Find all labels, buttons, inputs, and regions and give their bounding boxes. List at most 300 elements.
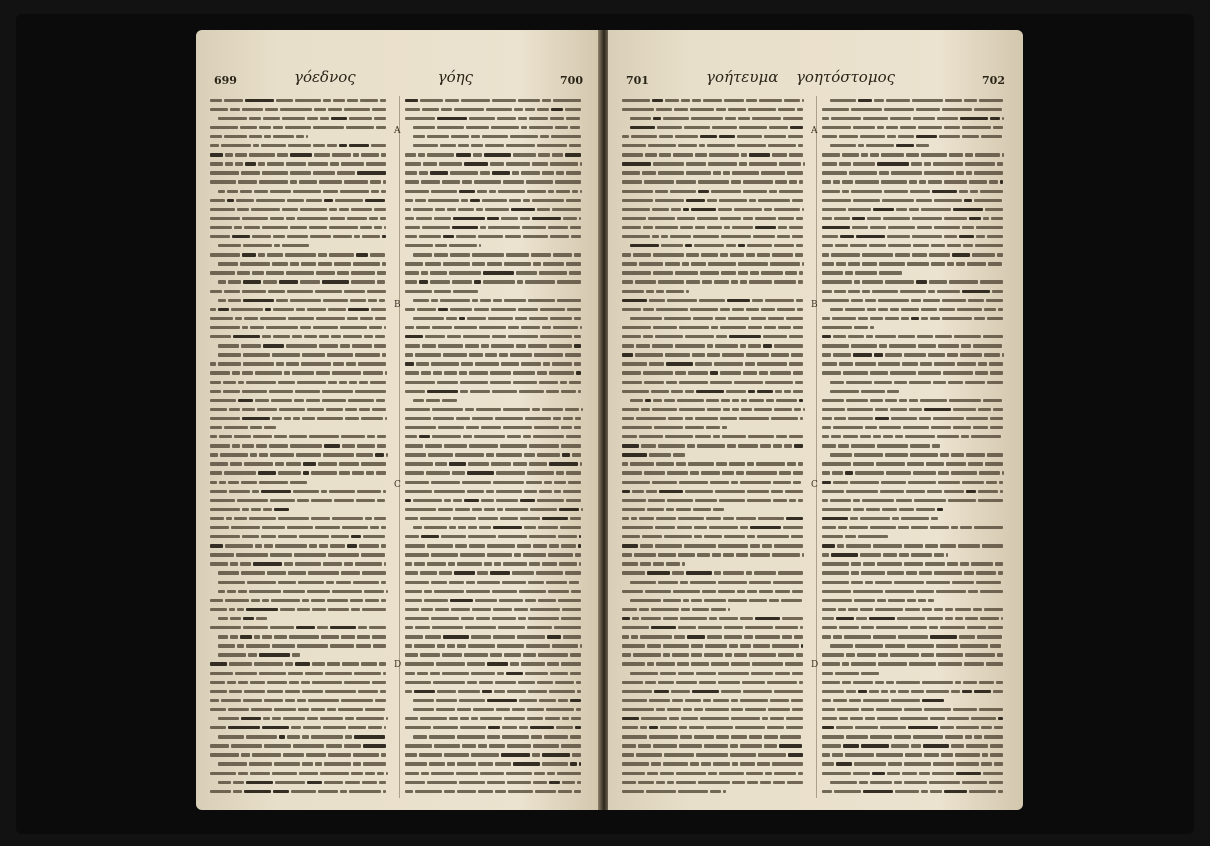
text-word <box>630 581 656 584</box>
text-word <box>899 508 914 511</box>
text-word <box>833 353 851 356</box>
text-word <box>263 117 279 120</box>
text-word <box>683 599 689 602</box>
text-word <box>366 471 374 474</box>
text-column <box>210 96 392 798</box>
text-word <box>292 335 302 338</box>
text-word <box>461 617 474 620</box>
text-word <box>538 526 559 529</box>
text-word <box>382 353 387 356</box>
text-word <box>323 190 338 193</box>
text-word <box>255 371 282 374</box>
text-word <box>911 162 922 165</box>
text-word <box>323 99 331 102</box>
text-word <box>695 435 711 438</box>
text-word <box>267 571 286 574</box>
text-line <box>405 151 587 160</box>
text-word <box>532 162 548 165</box>
text-line <box>405 387 587 396</box>
text-word <box>720 308 730 311</box>
text-word <box>538 653 568 656</box>
text-line <box>405 469 587 478</box>
text-word <box>922 681 953 684</box>
text-line <box>822 387 1009 396</box>
text-word <box>259 126 271 129</box>
text-word <box>906 571 917 574</box>
text-word <box>974 171 1003 174</box>
text-word <box>429 735 456 738</box>
text-word <box>874 353 883 356</box>
text-word <box>457 644 466 647</box>
text-word <box>356 453 373 456</box>
text-word <box>921 790 928 793</box>
text-word <box>285 126 311 129</box>
text-word <box>855 271 877 274</box>
text-line <box>622 141 809 150</box>
text-word <box>755 217 776 220</box>
text-word <box>796 653 803 656</box>
text-word <box>936 644 958 647</box>
text-word <box>492 617 516 620</box>
text-word <box>720 217 741 220</box>
text-word <box>822 344 849 347</box>
text-word <box>576 371 581 374</box>
text-line <box>210 96 392 105</box>
text-word <box>546 708 573 711</box>
text-word <box>655 199 684 202</box>
text-word <box>653 562 664 565</box>
text-line <box>405 596 587 605</box>
text-word <box>288 317 314 320</box>
text-word <box>538 599 556 602</box>
text-word <box>228 708 250 711</box>
text-word <box>962 126 991 129</box>
text-word <box>622 553 632 556</box>
text-word <box>513 153 536 156</box>
text-line <box>210 651 392 660</box>
text-word <box>242 371 252 374</box>
text-word <box>294 553 326 556</box>
text-word <box>747 590 757 593</box>
text-word <box>904 708 922 711</box>
text-word <box>246 381 277 384</box>
text-word <box>268 290 285 293</box>
text-word <box>379 662 386 665</box>
text-word <box>210 362 216 365</box>
text-word <box>427 544 453 547</box>
text-word <box>318 262 333 265</box>
text-word <box>870 735 892 738</box>
text-line <box>822 342 1009 351</box>
text-word <box>415 199 426 202</box>
text-word <box>296 308 305 311</box>
text-word <box>757 253 770 256</box>
text-line <box>822 578 1009 587</box>
text-word <box>634 553 656 556</box>
text-word <box>492 390 517 393</box>
text-word <box>734 653 747 656</box>
text-word <box>691 644 702 647</box>
text-word <box>326 408 343 411</box>
text-word <box>822 471 830 474</box>
text-word <box>881 180 907 183</box>
text-word <box>438 508 453 511</box>
text-word <box>289 635 319 638</box>
text-word <box>427 390 457 393</box>
text-word <box>447 762 455 765</box>
text-word <box>802 208 804 211</box>
text-word <box>301 262 316 265</box>
text-word <box>708 772 717 775</box>
text-line <box>822 478 1009 487</box>
text-word <box>244 317 258 320</box>
text-word <box>521 171 540 174</box>
text-line <box>622 714 809 723</box>
text-line <box>210 633 392 642</box>
text-line <box>822 269 1009 278</box>
text-word <box>722 435 746 438</box>
text-word <box>439 571 452 574</box>
text-word <box>845 308 865 311</box>
text-word <box>876 626 908 629</box>
text-word <box>327 353 353 356</box>
text-word <box>767 726 784 729</box>
text-word <box>289 435 307 438</box>
text-word <box>523 199 530 202</box>
text-word <box>272 353 301 356</box>
text-word <box>902 362 917 365</box>
text-word <box>785 271 797 274</box>
text-word <box>912 253 927 256</box>
text-word <box>347 99 357 102</box>
text-word <box>562 608 581 611</box>
text-word <box>622 526 653 529</box>
text-word <box>921 317 928 320</box>
text-word <box>276 362 284 365</box>
text-line <box>210 242 392 251</box>
text-word <box>630 317 662 320</box>
text-word <box>760 444 772 447</box>
text-word <box>759 590 773 593</box>
text-line <box>210 178 392 187</box>
text-word <box>749 280 772 283</box>
text-word <box>563 490 581 493</box>
text-word <box>459 190 475 193</box>
text-word <box>886 681 894 684</box>
text-word <box>630 117 651 120</box>
text-word <box>822 581 850 584</box>
text-word <box>341 435 365 438</box>
text-word <box>786 517 803 520</box>
text-word <box>875 408 888 411</box>
text-word <box>270 626 294 629</box>
text-word <box>964 662 984 665</box>
text-word <box>330 217 345 220</box>
text-word <box>697 444 725 447</box>
text-word <box>676 508 691 511</box>
text-word <box>552 153 564 156</box>
text-word <box>677 662 690 665</box>
text-word <box>622 444 639 447</box>
text-word <box>496 490 522 493</box>
text-word <box>719 772 744 775</box>
text-word <box>971 562 993 565</box>
text-word <box>438 426 464 429</box>
text-word <box>428 199 459 202</box>
text-word <box>934 199 962 202</box>
text-word <box>965 162 994 165</box>
text-word <box>854 453 883 456</box>
text-word <box>964 199 972 202</box>
text-word <box>833 481 847 484</box>
text-line <box>622 387 809 396</box>
text-word <box>375 453 384 456</box>
text-word <box>346 126 374 129</box>
text-word <box>766 399 774 402</box>
text-word <box>565 353 581 356</box>
text-word <box>431 617 459 620</box>
text-word <box>707 344 713 347</box>
text-line <box>405 396 587 405</box>
text-word <box>579 762 581 765</box>
text-word <box>939 308 956 311</box>
text-word <box>405 362 414 365</box>
text-word <box>210 471 222 474</box>
text-word <box>931 262 945 265</box>
text-word <box>789 362 803 365</box>
section-marker: B <box>811 300 818 310</box>
text-word <box>622 371 641 374</box>
text-word <box>863 562 875 565</box>
text-word <box>556 726 574 729</box>
text-word <box>679 481 708 484</box>
text-word <box>638 781 654 784</box>
text-word <box>858 535 888 538</box>
text-word <box>286 344 317 347</box>
text-word <box>913 471 936 474</box>
text-word <box>779 471 791 474</box>
text-line <box>822 287 1009 296</box>
left-page <box>196 30 601 810</box>
text-word <box>793 326 803 329</box>
text-word <box>728 599 747 602</box>
text-word <box>552 208 581 211</box>
text-word <box>452 471 465 474</box>
text-line <box>405 405 587 414</box>
text-word <box>885 317 899 320</box>
text-column <box>405 96 587 798</box>
text-line <box>210 205 392 214</box>
text-word <box>458 208 473 211</box>
text-word <box>928 180 943 183</box>
text-word <box>762 717 768 720</box>
text-word <box>746 471 777 474</box>
text-word <box>764 208 772 211</box>
text-word <box>894 581 924 584</box>
text-word <box>282 117 305 120</box>
text-word <box>676 772 706 775</box>
text-word <box>771 353 789 356</box>
text-word <box>869 617 895 620</box>
text-word <box>795 381 803 384</box>
text-word <box>976 571 997 574</box>
text-word <box>454 108 484 111</box>
text-word <box>276 299 288 302</box>
text-word <box>673 590 700 593</box>
text-word <box>899 399 907 402</box>
text-word <box>449 244 477 247</box>
text-word <box>727 299 750 302</box>
text-word <box>339 462 360 465</box>
text-word <box>757 535 789 538</box>
text-word <box>927 617 943 620</box>
text-word <box>558 699 568 702</box>
text-line <box>622 414 809 423</box>
text-word <box>370 253 384 256</box>
text-word <box>531 735 543 738</box>
text-word <box>342 444 354 447</box>
text-word <box>622 326 651 329</box>
text-word <box>772 644 798 647</box>
text-word <box>405 762 427 765</box>
text-word <box>667 299 697 302</box>
text-word <box>237 271 250 274</box>
text-word <box>838 526 847 529</box>
text-word <box>750 271 758 274</box>
text-word <box>843 744 859 747</box>
text-word <box>273 235 285 238</box>
text-word <box>736 517 756 520</box>
text-word <box>966 417 988 420</box>
text-line <box>210 723 392 732</box>
text-word <box>353 153 359 156</box>
text-word <box>533 544 547 547</box>
text-word <box>366 162 386 165</box>
text-word <box>686 571 712 574</box>
text-word <box>695 417 718 420</box>
text-word <box>320 117 328 120</box>
text-word <box>635 353 663 356</box>
text-word <box>656 781 665 784</box>
text-word <box>779 190 803 193</box>
text-word <box>966 490 976 493</box>
text-line <box>822 296 1009 305</box>
text-word <box>383 490 386 493</box>
text-word <box>645 399 651 402</box>
text-word <box>680 226 693 229</box>
text-word <box>519 390 544 393</box>
text-word <box>457 708 471 711</box>
text-word <box>442 672 469 675</box>
text-word <box>756 462 785 465</box>
text-word <box>562 717 569 720</box>
text-word <box>302 599 309 602</box>
text-word <box>469 117 495 120</box>
text-word <box>262 171 288 174</box>
text-word <box>911 317 920 320</box>
text-word <box>875 581 892 584</box>
text-word <box>405 490 432 493</box>
text-word <box>243 699 263 702</box>
text-word <box>848 262 860 265</box>
text-word <box>963 244 974 247</box>
text-word <box>237 608 244 611</box>
text-word <box>932 190 956 193</box>
text-line <box>822 305 1009 314</box>
text-word <box>227 199 235 202</box>
text-word <box>326 744 342 747</box>
text-word <box>531 253 551 256</box>
text-word <box>218 717 239 720</box>
text-word <box>471 672 495 675</box>
text-word <box>622 335 641 338</box>
text-word <box>354 672 381 675</box>
text-word <box>724 626 743 629</box>
text-line <box>210 478 392 487</box>
text-word <box>536 571 564 574</box>
text-line <box>405 751 587 760</box>
text-word <box>381 153 387 156</box>
text-word <box>990 426 1003 429</box>
text-line <box>210 260 392 269</box>
text-word <box>540 135 550 138</box>
text-line <box>622 405 809 414</box>
text-word <box>228 481 239 484</box>
text-word <box>296 453 321 456</box>
text-word <box>218 117 247 120</box>
text-word <box>533 435 564 438</box>
text-line <box>822 432 1009 441</box>
text-word <box>622 681 643 684</box>
text-word <box>356 717 384 720</box>
text-word <box>622 299 647 302</box>
text-word <box>929 781 960 784</box>
text-word <box>210 99 222 102</box>
text-word <box>857 653 876 656</box>
text-word <box>539 271 567 274</box>
text-word <box>346 362 355 365</box>
text-word <box>460 390 469 393</box>
text-word <box>413 708 434 711</box>
text-word <box>518 99 540 102</box>
text-word <box>731 180 742 183</box>
text-word <box>308 699 339 702</box>
text-word <box>925 544 939 547</box>
text-word <box>556 190 570 193</box>
text-word <box>900 126 917 129</box>
text-word <box>750 553 770 556</box>
text-word <box>641 444 657 447</box>
text-word <box>313 126 344 129</box>
text-word <box>383 790 387 793</box>
text-word <box>658 444 684 447</box>
text-word <box>951 690 959 693</box>
text-word <box>867 308 876 311</box>
text-word <box>355 390 386 393</box>
text-word <box>259 672 286 675</box>
text-word <box>909 381 932 384</box>
text-word <box>981 726 993 729</box>
text-word <box>731 481 738 484</box>
text-word <box>332 371 361 374</box>
text-word <box>457 762 476 765</box>
text-word <box>758 199 790 202</box>
text-word <box>990 744 1003 747</box>
text-word <box>895 790 919 793</box>
text-word <box>736 553 748 556</box>
text-word <box>856 235 885 238</box>
text-word <box>218 244 241 247</box>
